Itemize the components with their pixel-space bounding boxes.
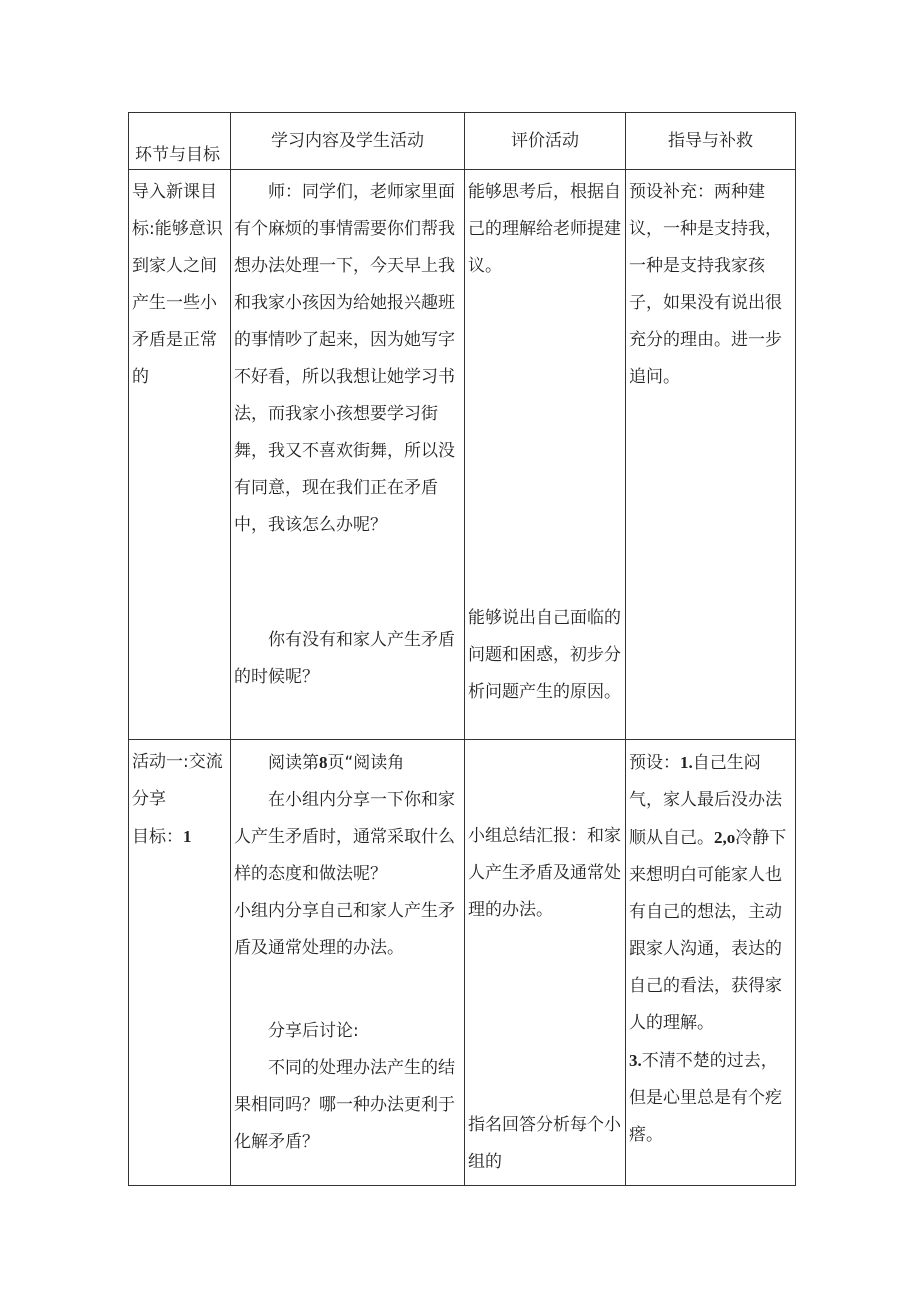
discussion-question: 不同的处理办法产生的结果相同吗？哪一种办法更利于化解矛盾？: [234, 1058, 455, 1152]
content-cell: [231, 170, 465, 740]
share-prompt: 在小组内分享一下你和家人产生矛盾时，通常采取什么样的态度和做法呢？: [234, 790, 455, 884]
guidance-text: 预设补充：两种建议，一种是支持我，一种是支持我家孩子，如果没有说出很充分的理由。进一步追问。: [629, 182, 782, 387]
table-row: [129, 170, 796, 740]
preset-number-2: 2,o: [714, 828, 736, 847]
reading-prefix: 阅读第: [268, 753, 319, 773]
evaluation-cell: [465, 170, 626, 740]
evaluation-text-1: 能够思考后，根据自己的理解给老师提建议。: [468, 182, 621, 276]
reading-suffix: 页“阅读角: [327, 753, 405, 773]
content-cell: [231, 740, 465, 1186]
header-cell-stage: [129, 113, 231, 170]
evaluation-text-2: 能够说出自己面临的问题和困惑，初步分析问题产生的原因。: [468, 608, 621, 702]
stage-text: 导入新课目标:能够意识到家人之间产生一些小矛盾是正常的: [132, 182, 223, 387]
discussion-label: 分享后讨论:: [268, 1021, 359, 1041]
stage-cell: [129, 740, 231, 1186]
header-guidance: 指导与补救: [668, 131, 753, 151]
header-learning-content: 学习内容及学生活动: [271, 131, 424, 151]
header-cell-eval: [465, 113, 626, 170]
preset-number-1: 1.: [680, 753, 693, 772]
guidance-cell: [626, 170, 796, 740]
page-number: 8: [319, 753, 328, 772]
activity-title: 活动一:交流分享: [132, 752, 223, 809]
goal-label: 目标：: [132, 827, 183, 847]
table-header-row: [129, 113, 796, 170]
preset-text-2: 冷静下来想明白可能家人也有自己的想法，主动跟家人沟通，表达的自己的看法，获得家人的理解。: [629, 828, 787, 1033]
evaluation-cell: [465, 740, 626, 1186]
activity-goal: [132, 818, 227, 856]
teacher-dialogue: 师：同学们，老师家里面有个麻烦的事情需要你们帮我想办法处理一下，今天早上我和我家小孩因为给她报兴趣班的事情吵了起来，因为她写字不好看，所以我想让她学习书法，而我家小孩想要学习街舞，我又不喜欢街舞，所以没有同意，现在我们正在矛盾中，我该怎么办呢？: [234, 182, 455, 535]
guidance-preset-1: [629, 744, 792, 1042]
goal-number: 1: [183, 827, 192, 846]
evaluation-text-2: 指名回答分析每个小组的: [468, 1115, 621, 1172]
preset-text-1: 自己生闷气，家人最后没办法顺从自己。: [629, 753, 782, 848]
guidance-cell: [626, 740, 796, 1186]
preset-label: 预设：: [629, 753, 680, 773]
lesson-plan-table: [128, 112, 796, 1186]
guidance-preset-3: [629, 1042, 792, 1154]
preset-text-3: 不清不楚的过去，但是心里总是有个疙瘩。: [629, 1051, 782, 1145]
header-cell-content: [231, 113, 465, 170]
header-cell-guide: [626, 113, 796, 170]
evaluation-text-1: 小组总结汇报：和家人产生矛盾及通常处理的办法。: [468, 826, 621, 920]
reading-instruction: [234, 744, 461, 782]
discussion-question: 你有没有和家人产生矛盾的时候呢？: [234, 630, 455, 687]
stage-cell: [129, 170, 231, 740]
header-stage-goal: 环节与目标: [135, 145, 220, 165]
header-evaluation: 评价活动: [511, 131, 579, 151]
group-share-text: 小组内分享自己和家人产生矛盾及通常处理的办法。: [234, 901, 455, 958]
table-row: [129, 740, 796, 1186]
preset-number-3: 3.: [629, 1051, 642, 1070]
